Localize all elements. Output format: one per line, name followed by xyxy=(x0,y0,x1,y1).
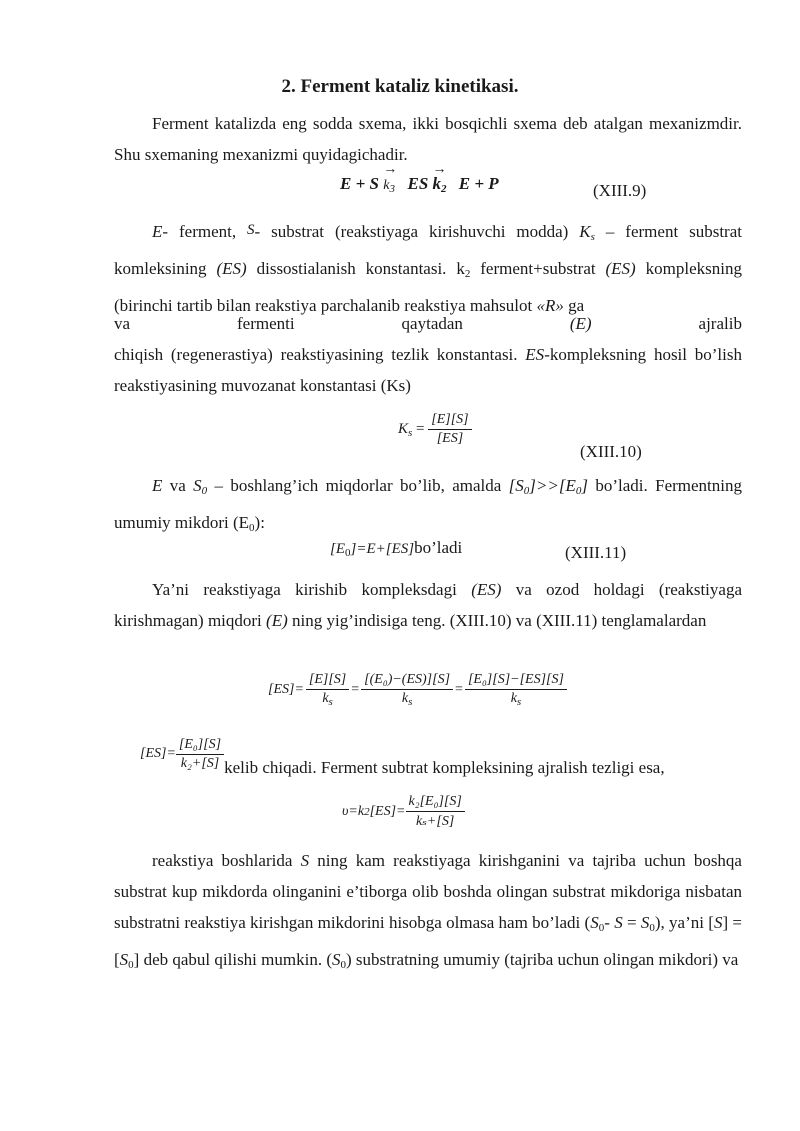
equation-es-derivation: [ES]= $\frac{[E][S]}{k_s}$ = $\frac{\text{[(E₀)−(ES)][S]}}{k_s}$ = $\frac{\text{[E₀][S]−[ES][S]}}{k_s}$ xyxy=(268,672,567,708)
paragraph-definitions-line4: va fermenti qaytadan (E) ajralib xyxy=(114,314,742,333)
equation-es-result: [ES]= $\frac{\text{[E₀][S]}}{\text{k₂+[S]}}$ kelib chiqadi. Ferment subtrat kompleksining ajralish tezligi esa, xyxy=(140,736,665,777)
paragraph-initial-amounts: E va $S_0$ – boshlang’ich miqdorlar bo’lib, amalda $[S_0]>>[E_0]$ bo’ladi. Fermentning umumiy mikdori $(E_0)$: xyxy=(114,476,742,534)
paragraph-intro: Ferment katalizda eng sodda sxema, ikki bosqichli sxema deb atalgan mexanizmdir. Shu sxemaning mexanizmi quyidagichadir. xyxy=(114,114,742,164)
fraction-velocity: $\frac{\text{k₂[E₀][S]}}{\text{kₛ+[S]}}$ xyxy=(406,794,465,830)
forward-arrow-k3: → $k_3$ xyxy=(383,162,398,195)
eq-complex: ES xyxy=(407,174,429,193)
paragraph-sum: Ya’ni reakstiyaga kirishib kompleksdagi (ES) va ozod holdagi (reakstiyaga kirishmagan) miqdori (E) ning yig’indisiga teng. (XIII.10) va (XIII.11) tenglamalardan xyxy=(114,580,742,630)
section-heading: 2. Ferment kataliz kinetikasi. xyxy=(281,76,519,97)
paragraph-substrate: reakstiya boshlarida S ning kam reakstiyaga kirishganini va tajriba uchun boshqa substrat kup mikdorda olinganini e’tiborga olib boshda olingan substrat mikdoriga nisbatan substratni reakstiya kirishgan mikdorini hisobga olmasa ham bo’ladi ($S_0-$ $S = S_0$), ya’ni $[S] = [S_0]$ deb qabul qilishi mumkin. $(S_0)$ substratning umumiy (tajriba uchun olingan mikdori) va xyxy=(114,851,742,971)
equation-ks: $K_s$ = $\frac{[E][S]}{[ES]}$ xyxy=(398,412,472,447)
equation-velocity: υ=k 2 [ES]= $\frac{\text{k₂[E₀][S]}}{\text{kₛ+[S]}}$ xyxy=(342,794,465,830)
equation-number-10: (XIII.10) xyxy=(580,442,642,461)
fraction-3: $\frac{\text{[E₀][S]−[ES][S]}}{k_s}$ xyxy=(465,672,567,708)
fraction-2: $\frac{\text{[(E₀)−(ES)][S]}}{k_s}$ xyxy=(361,672,453,708)
equation-scheme xyxy=(340,162,499,195)
fraction-es-result: $\frac{\text{[E₀][S]}}{\text{k₂+[S]}}$ xyxy=(176,737,224,772)
paragraph-definitions: E- ferment, S- substrat (reakstiyaga kirishuvchi modda) $K_s$ – ferment substrat komleksining (ES) dissostialanish konstantasi. $k_2$ ferment+substrat (ES) kompleksning (birinchi tartib bilan reakstiya parchalanib reakstiya mahsulot «R» ga xyxy=(114,222,742,315)
paragraph-definitions-tail: chiqish (regenerastiya) reakstiyasining tezlik konstantasi. ES-kompleksning hosil bo’lish reakstiyasining muvozanat konstantasi (Ks) xyxy=(114,345,742,395)
forward-arrow-k2: → $k_2$ xyxy=(432,162,447,195)
equation-number-9: (XIII.9) xyxy=(593,181,647,200)
equation-e0: $[E_0]=E+[ES]bo’ladi$ xyxy=(330,538,463,559)
equation-number-11: (XIII.11) xyxy=(565,543,627,562)
eq-lhs: E + S xyxy=(340,174,379,193)
fraction-1: $\frac{[E][S]}{k_s}$ xyxy=(306,672,349,708)
eq-rhs: E + P xyxy=(458,174,499,193)
fraction-ks: $\frac{[E][S]}{[ES]}$ xyxy=(428,412,471,447)
